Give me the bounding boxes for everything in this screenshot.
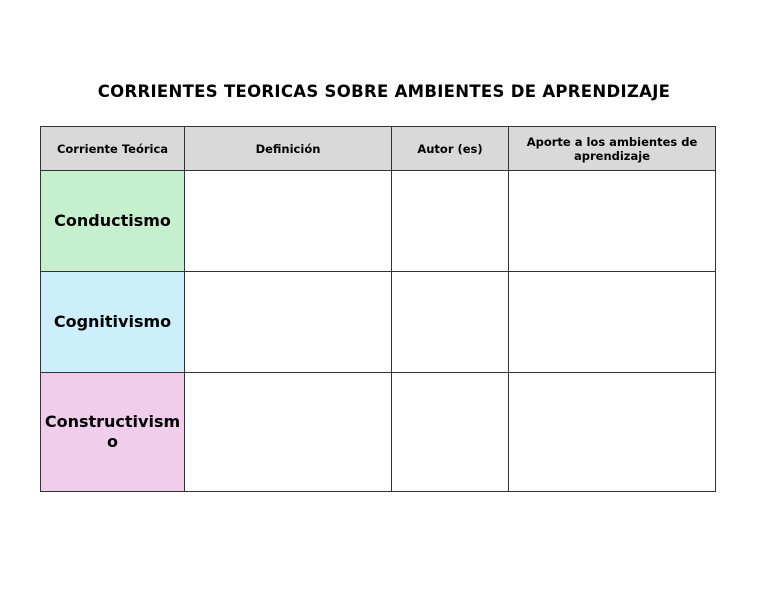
table-row <box>41 373 716 492</box>
theories-table <box>40 126 716 492</box>
row-label-cognitivismo: Cognitivismo <box>41 272 185 373</box>
row-label-constructivismo: Constructivismo <box>41 373 185 492</box>
cell-definicion-conductismo[interactable] <box>185 171 392 272</box>
header-definicion: Definición <box>185 127 392 171</box>
cell-autores-constructivismo[interactable] <box>392 373 509 492</box>
cell-definicion-cognitivismo[interactable] <box>185 272 392 373</box>
cell-definicion-constructivismo[interactable] <box>185 373 392 492</box>
row-label-conductismo: Conductismo <box>41 171 185 272</box>
cell-autores-cognitivismo[interactable] <box>392 272 509 373</box>
table-header-row <box>41 127 716 171</box>
header-aporte: Aporte a los ambientes de aprendizaje <box>509 127 716 171</box>
header-corriente-teorica: Corriente Teórica <box>41 127 185 171</box>
cell-aporte-conductismo[interactable] <box>509 171 716 272</box>
table-row <box>41 272 716 373</box>
table-row <box>41 171 716 272</box>
document-title: CORRIENTES TEORICAS SOBRE AMBIENTES DE APRENDIZAJE <box>97 82 671 101</box>
cell-aporte-cognitivismo[interactable] <box>509 272 716 373</box>
cell-aporte-constructivismo[interactable] <box>509 373 716 492</box>
header-autores: Autor (es) <box>392 127 509 171</box>
cell-autores-conductismo[interactable] <box>392 171 509 272</box>
